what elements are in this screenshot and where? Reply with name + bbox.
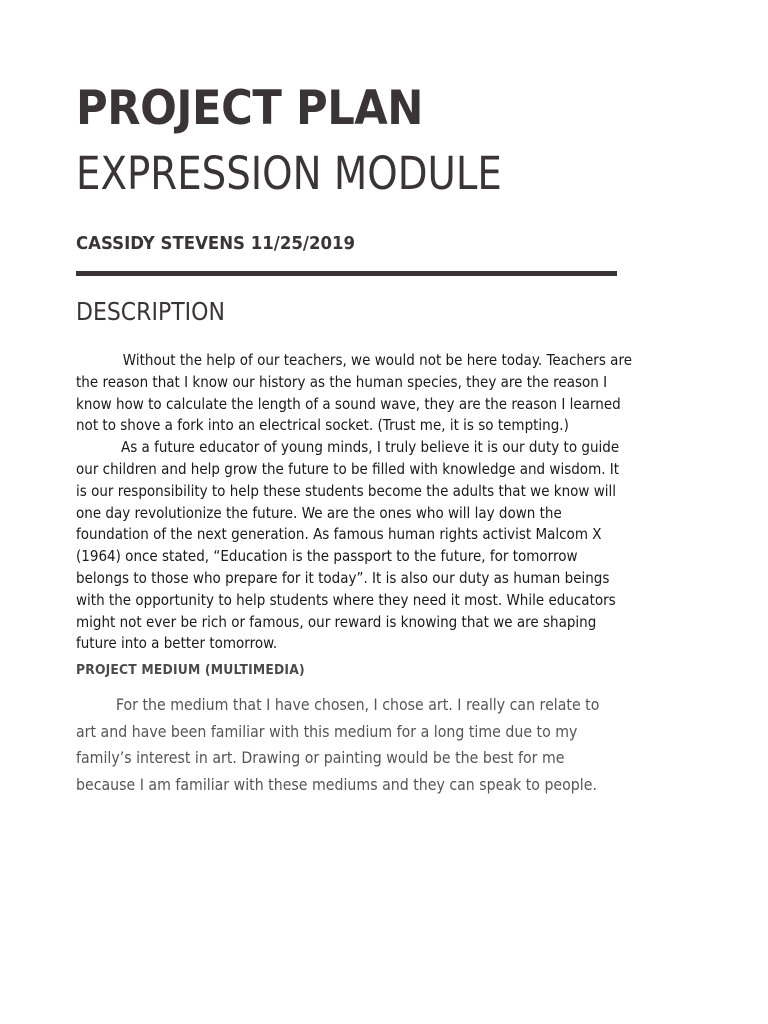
document-title: PROJECT PLAN <box>76 81 424 136</box>
description-paragraph-1: Without the help of our teachers, we would not be here today. Teachers are the reason that I know our history as the human species, they are the reason I know how to calculate the length of a sound wave, they are the reason I learned not to shove a fork into an electrical socket. (Trust me, it is so tempting.) <box>76 351 633 435</box>
description-heading: DESCRIPTION <box>76 297 225 326</box>
author-date-line: CASSIDY STEVENS 11/25/2019 <box>76 233 356 254</box>
description-paragraph-2: As a future educator of young minds, I truly believe it is our duty to guide our children and help grow the future to be filled with knowledge and wisdom. It is our responsibility to help these students become the adults that we know will one day revolutionize the future. We are the ones who will lay down the foundation of the next generation. As famous human rights activist Malcom X (1964) once stated, “Education is the passport to the future, for tomorrow belongs to those who prepare for it today”. It is also our duty as human beings with the opportunity to help students where they need it most. While educators might not ever be rich or famous, our reward is knowing that we are shaping future into a better tomorrow. <box>76 438 620 653</box>
description-body <box>76 350 634 655</box>
document-page <box>76 80 636 798</box>
document-subtitle: EXPRESSION MODULE <box>76 147 502 200</box>
horizontal-divider <box>76 271 617 276</box>
project-medium-heading: PROJECT MEDIUM (MULTIMEDIA) <box>76 663 305 679</box>
project-medium-paragraph: For the medium that I have chosen, I chose art. I really can relate to art and have been familiar with this medium for a long time due to my family’s interest in art. Drawing or painting would be the best for me because I am familiar with these mediums and they can speak to people. <box>76 695 600 794</box>
